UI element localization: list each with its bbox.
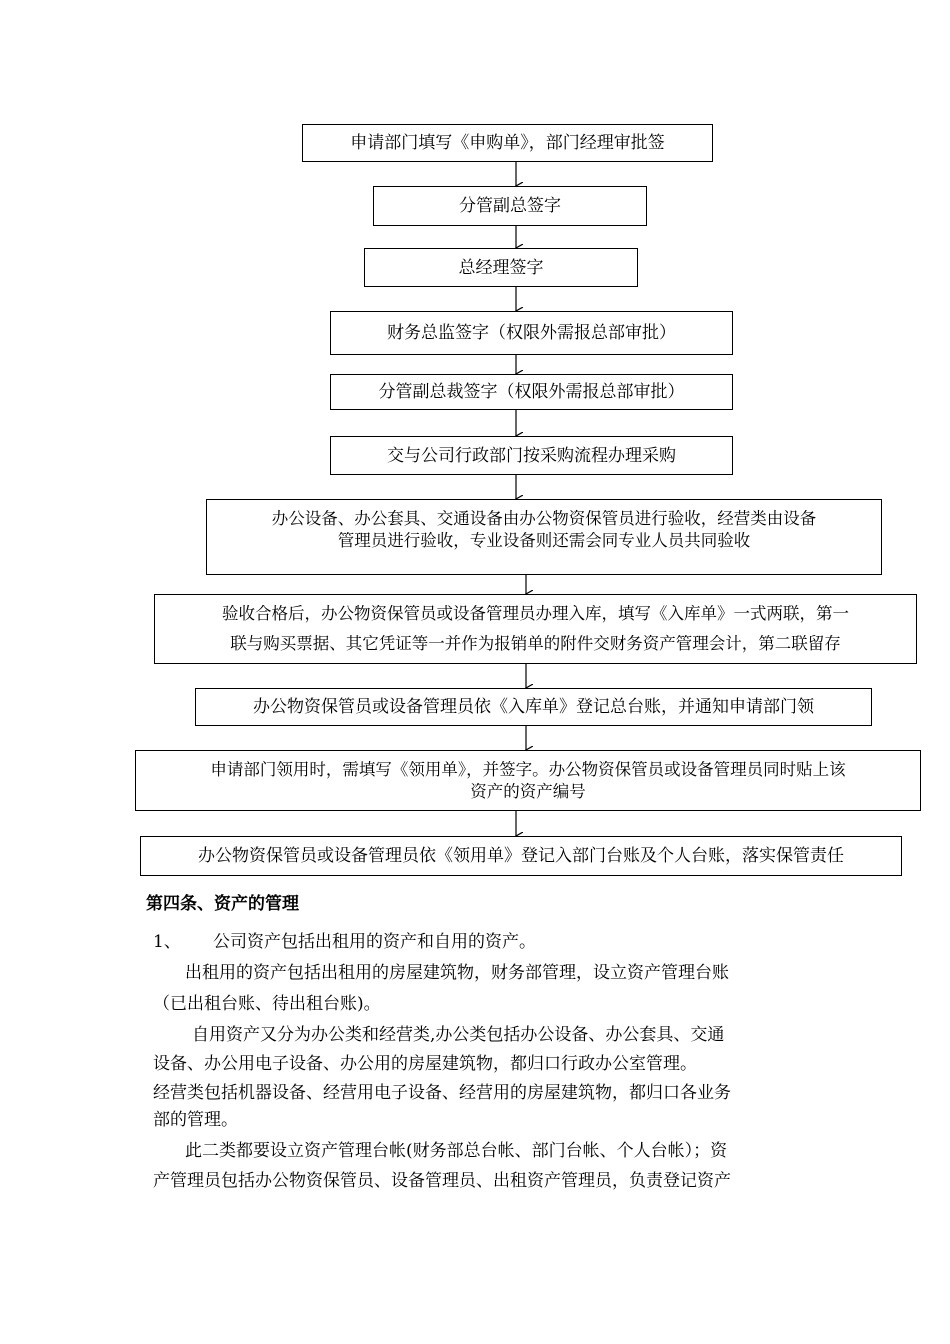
flow-step-label: 申请部门领用时，需填写《领用单》，并签字。办公物资保管员或设备管理员同时贴上该 资产的资产编号 — [210, 760, 846, 801]
flow-step-deputy-gm-sign — [373, 186, 647, 226]
flow-step-label: 分管副总裁签字（权限外需报总部审批） — [378, 382, 685, 402]
flow-step-label: 财务总监签字（权限外需报总部审批） — [387, 323, 676, 343]
flow-step-general-ledger — [195, 688, 872, 726]
paragraph-line: 此二类都要设立资产管理台帐(财务部总台帐、部门台帐、个人台帐）；资 — [185, 1141, 728, 1161]
flow-step-label: 办公设备、办公套具、交通设备由办公物资保管员进行验收，经营类由设备 管理员进行验收，专业设备则还需会同专业人员共同验收 — [271, 509, 817, 550]
flow-step-label: 验收合格后，办公物资保管员或设备管理员办理入库，填写《入库单》一式两联，第一 联与购买票据、其它凭证等一并作为报销单的附件交财务资产管理会计，第二联留存 — [222, 604, 849, 653]
paragraph-line: 自用资产又分为办公类和经营类,办公类包括办公设备、办公套具、交通 — [192, 1025, 725, 1045]
flow-step-label: 申请部门填写《申购单》，部门经理审批签 — [350, 133, 665, 153]
flow-step-purchase-request — [302, 124, 713, 162]
flow-step-vp-sign — [330, 374, 733, 410]
paragraph-line: 出租用的资产包括出租用的房屋建筑物，财务部管理，设立资产管理台账 — [185, 963, 729, 983]
flow-step-acceptance-check — [206, 499, 882, 575]
paragraph-line: 设备、办公用电子设备、办公用的房屋建筑物，都归口行政办公室管理。 — [153, 1054, 697, 1074]
paragraph-line: 部的管理。 — [153, 1110, 238, 1130]
flow-step-cfo-sign — [330, 311, 733, 355]
flow-step-label: 办公物资保管员或设备管理员依《入库单》登记总台账，并通知申请部门领 — [253, 697, 814, 717]
flow-step-label: 交与公司行政部门按采购流程办理采购 — [387, 445, 676, 466]
flow-step-warehouse-entry — [154, 594, 917, 664]
flow-step-department-ledger — [140, 836, 902, 876]
flow-step-label: 分管副总签字 — [459, 196, 561, 216]
section-heading: 第四条、资产的管理 — [146, 894, 299, 914]
flow-step-gm-sign — [364, 248, 638, 287]
flow-step-label: 办公物资保管员或设备管理员依《领用单》登记入部门台账及个人台账，落实保管责任 — [198, 846, 844, 866]
flow-step-label: 总经理签字 — [458, 257, 544, 278]
paragraph-line: （已出租台账、待出租台账)。 — [153, 994, 381, 1014]
paragraph-line: 经营类包括机器设备、经营用电子设备、经营用的房屋建筑物，都归口各业务 — [153, 1083, 731, 1103]
list-item-number: 1、 — [153, 932, 181, 952]
paragraph-line: 产管理员包括办公物资保管员、设备管理员、出租资产管理员，负责登记资产 — [153, 1171, 731, 1191]
flow-step-requisition — [135, 750, 921, 811]
flow-step-admin-procurement — [330, 436, 733, 475]
list-item-text: 公司资产包括出租用的资产和自用的资产。 — [213, 932, 536, 952]
